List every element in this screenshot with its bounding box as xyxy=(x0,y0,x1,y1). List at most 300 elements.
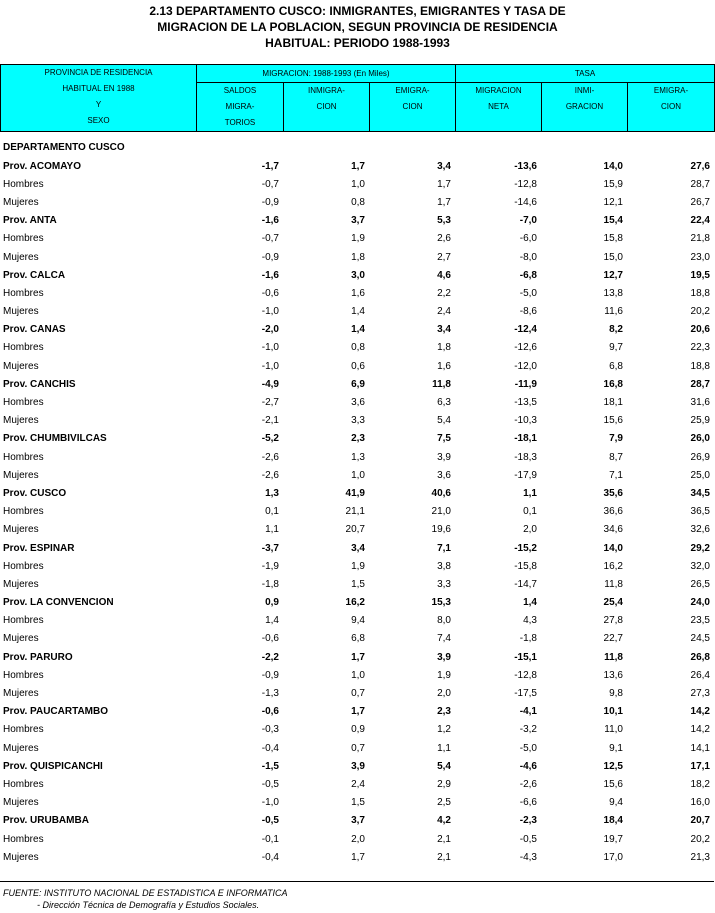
row-value: 0,7 xyxy=(351,688,365,700)
row-value: -0,5 xyxy=(519,833,537,845)
row-label: Prov. ANTA xyxy=(3,215,57,227)
row-value: 1,0 xyxy=(351,178,365,190)
row-value: 6,9 xyxy=(351,378,365,390)
row-value: 36,6 xyxy=(603,506,623,518)
row-value: -2,3 xyxy=(519,815,537,827)
row-value: -1,6 xyxy=(261,215,279,227)
title-line-2: MIGRACION DE LA POBLACION, SEGUN PROVINCIA DE RESIDENCIA xyxy=(157,20,558,34)
row-value: 20,7 xyxy=(690,815,710,827)
row-value: 19,7 xyxy=(603,833,623,845)
row-value: 22,7 xyxy=(603,633,623,645)
row-value: 2,4 xyxy=(351,778,365,790)
row-value: 2,1 xyxy=(437,851,451,863)
row-label: Prov. CUSCO xyxy=(3,487,67,499)
row-value: 11,0 xyxy=(604,724,623,736)
table-row xyxy=(0,393,714,411)
table-row xyxy=(0,739,714,757)
row-value: 27,8 xyxy=(603,615,623,627)
table-row xyxy=(0,557,714,575)
row-value: 16,2 xyxy=(345,597,365,609)
row-label: Prov. LA CONVENCION xyxy=(3,597,114,609)
row-value: -1,0 xyxy=(261,306,279,318)
footer-rule xyxy=(0,881,714,882)
table-row xyxy=(0,630,714,648)
row-value: 2,1 xyxy=(437,833,451,845)
row-label: Mujeres xyxy=(3,415,39,427)
row-label: Prov. CANAS xyxy=(3,324,66,336)
row-value: 10,1 xyxy=(603,706,623,718)
row-value: 14,2 xyxy=(690,724,710,736)
row-label: Mujeres xyxy=(3,578,39,590)
row-value: 1,9 xyxy=(351,233,365,245)
table-row xyxy=(0,375,714,393)
row-value: 26,4 xyxy=(690,669,710,681)
row-value: -11,9 xyxy=(514,378,537,390)
row-value: 2,5 xyxy=(437,797,451,809)
row-value: -8,0 xyxy=(519,251,537,263)
row-value: -1,0 xyxy=(261,342,279,354)
row-value: 18,8 xyxy=(690,287,710,299)
row-value: -5,2 xyxy=(261,433,279,445)
row-value: -2,2 xyxy=(261,651,279,663)
row-label: Prov. CALCA xyxy=(3,269,66,281)
row-label: Hombres xyxy=(3,560,44,572)
header-saldos: SALDOS MIGRA- TORIOS xyxy=(197,83,284,132)
row-value: -14,7 xyxy=(514,578,537,590)
row-label: Mujeres xyxy=(3,360,39,372)
row-value: -15,2 xyxy=(514,542,537,554)
row-value: 7,4 xyxy=(437,633,451,645)
table-row xyxy=(0,794,714,812)
row-value: 16,2 xyxy=(603,560,623,572)
row-label: Mujeres xyxy=(3,251,39,263)
table-row xyxy=(0,193,714,211)
header-tasa-group: TASA xyxy=(456,65,715,83)
row-value: 3,9 xyxy=(351,760,365,772)
row-value: 41,9 xyxy=(345,487,365,499)
row-value: 3,3 xyxy=(351,415,365,427)
row-value: 12,7 xyxy=(603,269,623,281)
row-value: -1,7 xyxy=(261,160,279,172)
row-value: 6,3 xyxy=(437,397,451,409)
row-value: 3,6 xyxy=(351,397,365,409)
row-value: 5,4 xyxy=(437,415,451,427)
row-value: 2,9 xyxy=(437,778,451,790)
row-value: 0,7 xyxy=(351,742,365,754)
row-value: 2,0 xyxy=(523,524,537,536)
table-row xyxy=(0,648,714,666)
row-value: 15,4 xyxy=(603,215,623,227)
row-value: -14,6 xyxy=(514,196,537,208)
row-value: 3,3 xyxy=(437,578,451,590)
row-value: 9,4 xyxy=(351,615,365,627)
footer-dept: - Dirección Técnica de Demografía y Estudios Sociales. xyxy=(37,900,260,910)
header-migracion-neta: MIGRACION NETA xyxy=(456,83,542,132)
row-value: -0,5 xyxy=(261,815,279,827)
row-value: 1,4 xyxy=(351,306,365,318)
table-row xyxy=(0,848,714,866)
row-value: 1,5 xyxy=(351,578,365,590)
row-value: 14,0 xyxy=(603,160,623,172)
row-value: -5,0 xyxy=(519,287,537,299)
row-value: 22,3 xyxy=(690,342,710,354)
row-value: -4,3 xyxy=(519,851,537,863)
row-value: 2,2 xyxy=(437,287,451,299)
row-label: Hombres xyxy=(3,178,44,190)
data-table xyxy=(0,157,714,866)
table-row xyxy=(0,321,714,339)
section-label: DEPARTAMENTO CUSCO xyxy=(3,142,125,153)
row-value: 3,7 xyxy=(351,815,365,827)
row-label: Prov. PAUCARTAMBO xyxy=(3,706,108,718)
table-row xyxy=(0,157,714,175)
header-tasa-emigracion: EMIGRA- CION xyxy=(628,83,715,132)
table-row xyxy=(0,575,714,593)
row-value: -6,6 xyxy=(519,797,537,809)
row-label: Hombres xyxy=(3,506,44,518)
row-value: 2,4 xyxy=(437,306,451,318)
row-value: -12,0 xyxy=(514,360,537,372)
row-value: -6,8 xyxy=(519,269,537,281)
row-value: -3,2 xyxy=(519,724,537,736)
row-value: 21,8 xyxy=(690,233,710,245)
row-value: 3,4 xyxy=(437,160,451,172)
row-value: -10,3 xyxy=(514,415,537,427)
row-value: -2,6 xyxy=(261,451,279,463)
table-row xyxy=(0,830,714,848)
header-provincia: PROVINCIA DE RESIDENCIA HABITUAL EN 1988 Y SEXO xyxy=(1,65,197,132)
row-label: Hombres xyxy=(3,724,44,736)
row-value: -4,6 xyxy=(519,760,537,772)
row-value: 1,7 xyxy=(351,706,365,718)
row-value: -15,1 xyxy=(514,651,537,663)
row-label: Hombres xyxy=(3,233,44,245)
row-value: 1,4 xyxy=(523,597,537,609)
header-emigracion: EMIGRA- CION xyxy=(370,83,456,132)
row-value: 3,6 xyxy=(437,469,451,481)
row-value: 1,1 xyxy=(523,487,537,499)
row-value: 28,7 xyxy=(690,378,710,390)
row-value: -0,3 xyxy=(261,724,279,736)
footer xyxy=(3,887,288,911)
row-value: 40,6 xyxy=(431,487,451,499)
row-value: 1,9 xyxy=(351,560,365,572)
row-value: 1,7 xyxy=(437,196,451,208)
row-value: 2,0 xyxy=(437,688,451,700)
row-value: 0,8 xyxy=(351,196,365,208)
row-value: 7,9 xyxy=(609,433,623,445)
row-value: -18,3 xyxy=(514,451,537,463)
row-value: 1,7 xyxy=(351,851,365,863)
table-row xyxy=(0,775,714,793)
row-label: Hombres xyxy=(3,342,44,354)
row-value: 14,2 xyxy=(690,706,710,718)
row-value: 27,6 xyxy=(690,160,710,172)
footer-source: FUENTE: INSTITUTO NACIONAL DE ESTADISTICA E INFORMATICA xyxy=(3,888,288,898)
row-label: Prov. URUBAMBA xyxy=(3,815,89,827)
row-value: 28,7 xyxy=(690,178,710,190)
row-value: 4,3 xyxy=(523,615,537,627)
row-label: Prov. CANCHIS xyxy=(3,378,76,390)
row-value: 3,4 xyxy=(351,542,365,554)
row-value: -0,4 xyxy=(261,851,279,863)
table-row xyxy=(0,503,714,521)
row-value: 2,3 xyxy=(351,433,365,445)
row-value: 15,6 xyxy=(603,415,623,427)
table-row xyxy=(0,684,714,702)
table-row xyxy=(0,175,714,193)
row-value: 15,0 xyxy=(603,251,623,263)
row-value: 3,0 xyxy=(351,269,365,281)
row-value: 18,2 xyxy=(690,778,710,790)
table-row xyxy=(0,484,714,502)
row-value: 16,0 xyxy=(690,797,710,809)
row-value: 11,8 xyxy=(604,651,623,663)
row-label: Mujeres xyxy=(3,797,39,809)
row-value: -1,0 xyxy=(261,797,279,809)
row-value: 1,1 xyxy=(437,742,451,754)
row-value: 1,5 xyxy=(351,797,365,809)
row-label: Mujeres xyxy=(3,851,39,863)
table-row xyxy=(0,284,714,302)
row-value: 15,8 xyxy=(603,233,623,245)
row-value: -1,6 xyxy=(261,269,279,281)
row-value: 3,7 xyxy=(351,215,365,227)
row-value: 21,3 xyxy=(690,851,710,863)
row-value: 11,8 xyxy=(604,578,623,590)
row-value: 24,5 xyxy=(690,633,710,645)
row-value: -0,6 xyxy=(261,633,279,645)
row-value: -17,9 xyxy=(514,469,537,481)
row-label: Hombres xyxy=(3,451,44,463)
row-value: -15,8 xyxy=(514,560,537,572)
row-value: 1,9 xyxy=(437,669,451,681)
row-value: 26,7 xyxy=(690,196,710,208)
row-value: 14,0 xyxy=(603,542,623,554)
row-value: 36,5 xyxy=(690,506,710,518)
row-value: 17,0 xyxy=(603,851,623,863)
row-label: Hombres xyxy=(3,287,44,299)
row-value: -2,6 xyxy=(261,469,279,481)
table-row xyxy=(0,412,714,430)
row-value: 23,0 xyxy=(690,251,710,263)
table-row xyxy=(0,612,714,630)
table-row xyxy=(0,594,714,612)
row-label: Prov. PARURO xyxy=(3,651,73,663)
row-value: 1,7 xyxy=(351,651,365,663)
table-row xyxy=(0,248,714,266)
table-row xyxy=(0,212,714,230)
row-value: 19,6 xyxy=(431,524,451,536)
row-value: -7,0 xyxy=(519,215,537,227)
row-value: 3,4 xyxy=(437,324,451,336)
row-value: 20,2 xyxy=(690,833,710,845)
row-value: 15,6 xyxy=(603,778,623,790)
row-value: 1,4 xyxy=(265,615,279,627)
row-label: Prov. CHUMBIVILCAS xyxy=(3,433,107,445)
row-value: 7,1 xyxy=(437,542,451,554)
table-row xyxy=(0,230,714,248)
row-label: Hombres xyxy=(3,615,44,627)
row-value: 1,7 xyxy=(351,160,365,172)
row-value: 1,2 xyxy=(437,724,451,736)
row-value: 34,6 xyxy=(603,524,623,536)
row-value: 26,9 xyxy=(690,451,710,463)
row-value: 21,0 xyxy=(431,506,451,518)
row-label: Mujeres xyxy=(3,524,39,536)
row-value: -0,7 xyxy=(261,233,279,245)
row-value: 5,4 xyxy=(437,760,451,772)
row-value: 9,7 xyxy=(609,342,623,354)
row-label: Prov. QUISPICANCHI xyxy=(3,760,103,772)
row-value: -1,0 xyxy=(261,360,279,372)
row-label: Mujeres xyxy=(3,742,39,754)
row-value: 32,0 xyxy=(690,560,710,572)
row-value: 0,1 xyxy=(265,506,279,518)
table-title xyxy=(0,3,715,51)
row-label: Hombres xyxy=(3,833,44,845)
row-value: 11,8 xyxy=(432,378,451,390)
title-line-1: 2.13 DEPARTAMENTO CUSCO: INMIGRANTES, EMIGRANTES Y TASA DE xyxy=(149,4,566,18)
table-row xyxy=(0,521,714,539)
row-value: 26,5 xyxy=(690,578,710,590)
table-header xyxy=(0,64,715,132)
row-value: 1,8 xyxy=(437,342,451,354)
row-value: 1,6 xyxy=(351,287,365,299)
header-inmigracion: INMIGRA- CION xyxy=(284,83,370,132)
row-value: 1,3 xyxy=(351,451,365,463)
row-value: 24,0 xyxy=(690,597,710,609)
data-table-body xyxy=(0,157,714,866)
row-value: -1,8 xyxy=(519,633,537,645)
row-value: -12,8 xyxy=(514,178,537,190)
row-value: 1,7 xyxy=(437,178,451,190)
row-value: 0,6 xyxy=(351,360,365,372)
row-value: -13,6 xyxy=(514,160,537,172)
row-value: -1,3 xyxy=(261,688,279,700)
row-value: 6,8 xyxy=(351,633,365,645)
row-value: 3,8 xyxy=(437,560,451,572)
table-row xyxy=(0,721,714,739)
row-value: -0,9 xyxy=(261,669,279,681)
row-label: Prov. ESPINAR xyxy=(3,542,75,554)
table-row xyxy=(0,448,714,466)
row-value: 20,6 xyxy=(690,324,710,336)
row-value: 18,1 xyxy=(603,397,623,409)
row-value: 2,7 xyxy=(437,251,451,263)
row-value: 1,0 xyxy=(351,669,365,681)
row-value: 6,8 xyxy=(609,360,623,372)
table-row xyxy=(0,303,714,321)
row-label: Hombres xyxy=(3,397,44,409)
row-value: -12,4 xyxy=(514,324,537,336)
row-value: -0,6 xyxy=(261,706,279,718)
row-value: -2,0 xyxy=(261,324,279,336)
row-value: 8,2 xyxy=(609,324,623,336)
table-row xyxy=(0,539,714,557)
row-value: 5,3 xyxy=(437,215,451,227)
row-value: -0,5 xyxy=(261,778,279,790)
row-value: 32,6 xyxy=(690,524,710,536)
row-value: 12,1 xyxy=(603,196,623,208)
row-value: 15,3 xyxy=(431,597,451,609)
row-value: -12,8 xyxy=(514,669,537,681)
row-value: -17,5 xyxy=(514,688,537,700)
row-value: 29,2 xyxy=(690,542,710,554)
row-value: -12,6 xyxy=(514,342,537,354)
row-value: 15,9 xyxy=(603,178,623,190)
row-value: 25,4 xyxy=(603,597,623,609)
title-line-3: HABITUAL: PERIODO 1988-1993 xyxy=(265,36,450,50)
row-value: 0,8 xyxy=(351,342,365,354)
row-value: 2,0 xyxy=(351,833,365,845)
row-value: 0,1 xyxy=(523,506,537,518)
row-value: 23,5 xyxy=(690,615,710,627)
table-row xyxy=(0,757,714,775)
row-value: -2,7 xyxy=(261,397,279,409)
row-value: 13,6 xyxy=(603,669,623,681)
row-value: 16,8 xyxy=(603,378,623,390)
row-value: 2,3 xyxy=(437,706,451,718)
row-label: Prov. ACOMAYO xyxy=(3,160,81,172)
row-value: 3,9 xyxy=(437,651,451,663)
row-label: Mujeres xyxy=(3,633,39,645)
table-row xyxy=(0,339,714,357)
row-value: 34,5 xyxy=(690,487,710,499)
row-value: 31,6 xyxy=(690,397,710,409)
row-label: Hombres xyxy=(3,778,44,790)
row-value: 4,2 xyxy=(437,815,451,827)
row-value: 8,7 xyxy=(609,451,623,463)
row-value: 1,4 xyxy=(351,324,365,336)
row-value: 25,9 xyxy=(690,415,710,427)
row-value: -8,6 xyxy=(519,306,537,318)
row-value: 8,0 xyxy=(437,615,451,627)
row-value: 20,7 xyxy=(345,524,365,536)
row-value: 27,3 xyxy=(690,688,710,700)
row-value: 9,4 xyxy=(609,797,623,809)
row-value: 21,1 xyxy=(345,506,365,518)
table-row xyxy=(0,812,714,830)
header-tasa-inmigracion: INMI- GRACION xyxy=(542,83,628,132)
row-value: -2,1 xyxy=(261,415,279,427)
row-value: -0,9 xyxy=(261,196,279,208)
row-value: -0,6 xyxy=(261,287,279,299)
table-row xyxy=(0,430,714,448)
row-value: 18,8 xyxy=(690,360,710,372)
row-value: 7,5 xyxy=(437,433,451,445)
row-value: 1,6 xyxy=(437,360,451,372)
row-value: 2,6 xyxy=(437,233,451,245)
row-value: -0,1 xyxy=(261,833,279,845)
row-value: 18,4 xyxy=(603,815,623,827)
row-value: -4,9 xyxy=(261,378,279,390)
row-value: -3,7 xyxy=(261,542,279,554)
row-value: -5,0 xyxy=(519,742,537,754)
row-value: 7,1 xyxy=(609,469,623,481)
row-value: 0,9 xyxy=(265,597,279,609)
row-value: -1,8 xyxy=(261,578,279,590)
row-value: 1,8 xyxy=(351,251,365,263)
table-row xyxy=(0,357,714,375)
row-value: 3,9 xyxy=(437,451,451,463)
row-value: 13,8 xyxy=(603,287,623,299)
row-value: 1,0 xyxy=(351,469,365,481)
row-value: 9,8 xyxy=(609,688,623,700)
table-row xyxy=(0,666,714,684)
row-value: 22,4 xyxy=(690,215,710,227)
row-label: Mujeres xyxy=(3,469,39,481)
